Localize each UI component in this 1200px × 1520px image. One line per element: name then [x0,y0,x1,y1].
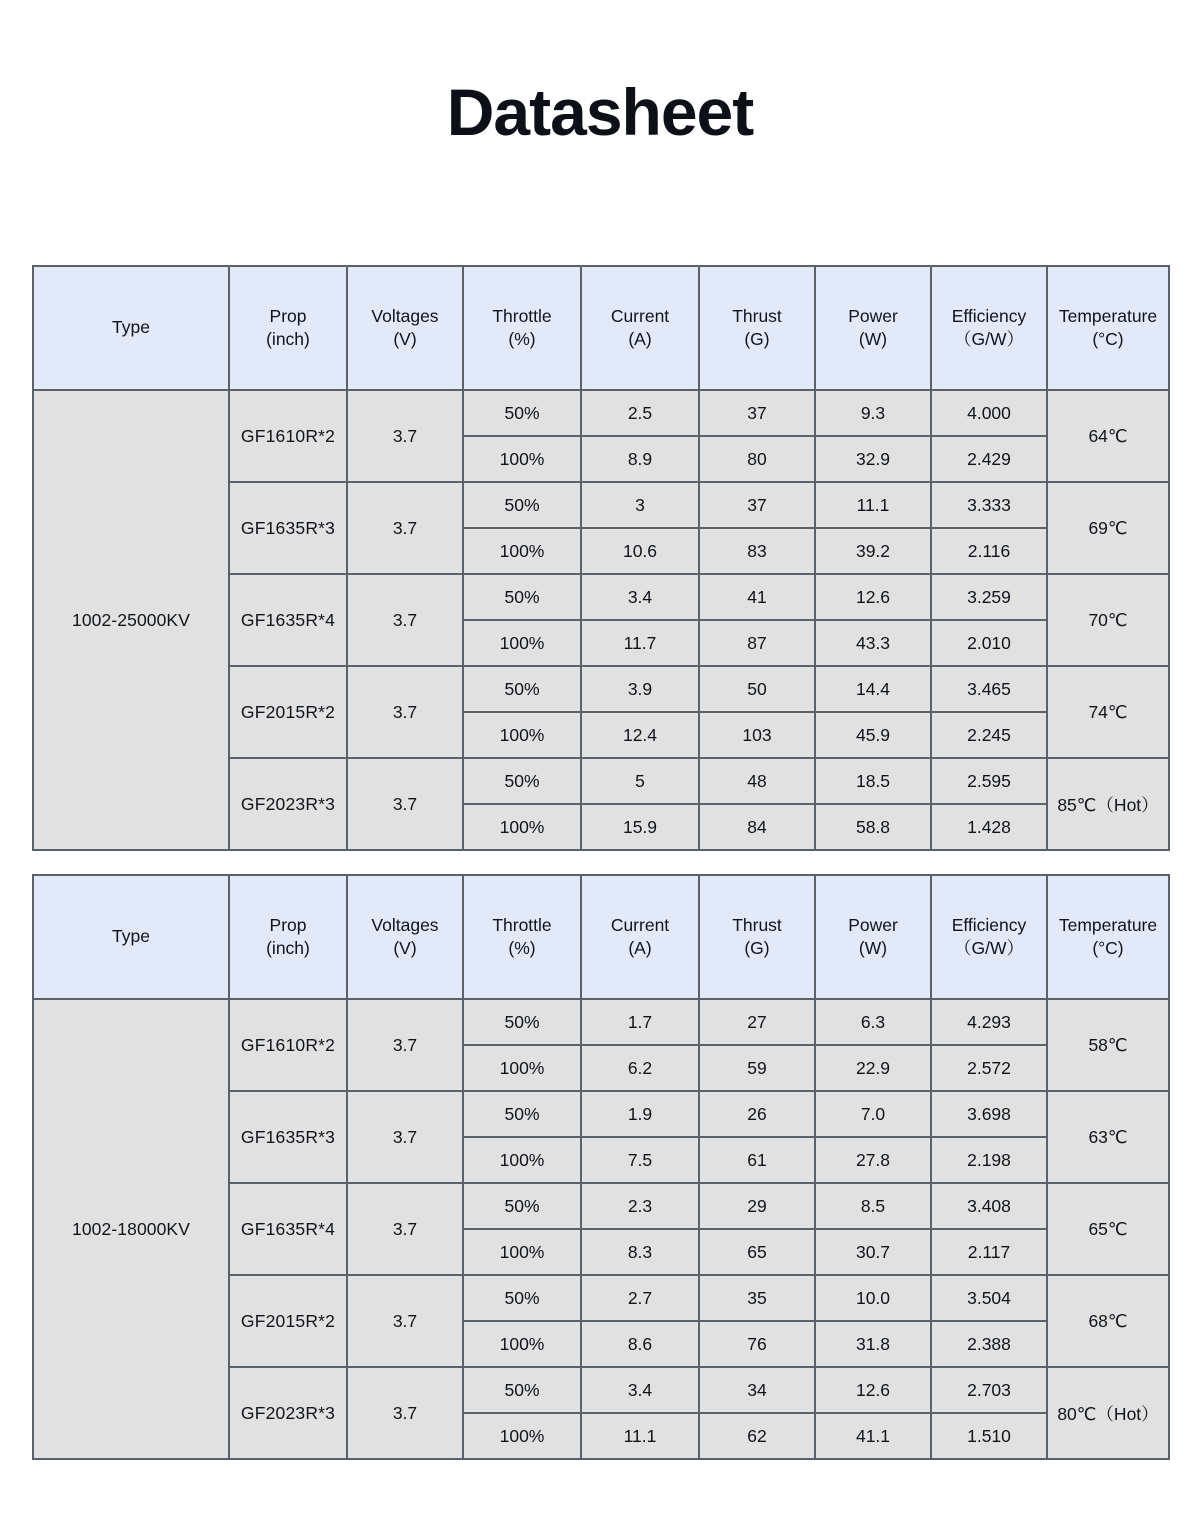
page-title: Datasheet [446,75,754,149]
thrust-cell: 37 [699,482,815,528]
prop-cell: GF1635R*4 [229,1183,347,1275]
column-header-type [33,875,229,999]
thrust-cell: 26 [699,1091,815,1137]
prop-cell: GF1610R*2 [229,390,347,482]
power-cell: 27.8 [815,1137,931,1183]
thrust-cell: 29 [699,1183,815,1229]
throttle-cell: 100% [463,1045,581,1091]
column-header-unit: (°C) [1092,329,1124,349]
datasheet-table-1-container [32,265,1168,851]
column-header-unit: (G) [744,938,770,958]
throttle-cell: 100% [463,1137,581,1183]
column-header-power [815,266,931,390]
current-cell: 11.1 [581,1413,699,1459]
column-header-throttle [463,266,581,390]
table-row [33,999,1169,1045]
column-header-label: Efficiency [951,305,1027,326]
column-header-unit: (V) [393,329,417,349]
temperature-cell: 70℃ [1047,574,1169,666]
efficiency-cell: 2.245 [931,712,1047,758]
throttle-cell: 50% [463,1275,581,1321]
throttle-cell: 50% [463,666,581,712]
motor-type-cell: 1002-18000KV [33,999,229,1459]
throttle-cell: 50% [463,1183,581,1229]
prop-cell: GF1635R*3 [229,482,347,574]
voltage-cell: 3.7 [347,574,463,666]
current-cell: 3 [581,482,699,528]
power-cell: 12.6 [815,1367,931,1413]
temperature-cell: 68℃ [1047,1275,1169,1367]
efficiency-cell: 1.428 [931,804,1047,850]
current-cell: 2.7 [581,1275,699,1321]
column-header-thrust [699,875,815,999]
temperature-cell: 65℃ [1047,1183,1169,1275]
thrust-cell: 59 [699,1045,815,1091]
column-header-unit: (A) [628,329,652,349]
column-header-prop [229,875,347,999]
column-header-voltages [347,875,463,999]
column-header-unit: (W) [858,938,888,958]
thrust-cell: 48 [699,758,815,804]
prop-cell: GF1635R*4 [229,574,347,666]
voltage-cell: 3.7 [347,999,463,1091]
throttle-cell: 50% [463,574,581,620]
efficiency-cell: 2.116 [931,528,1047,574]
thrust-cell: 80 [699,436,815,482]
efficiency-cell: 3.465 [931,666,1047,712]
power-cell: 58.8 [815,804,931,850]
column-header-voltages [347,266,463,390]
efficiency-cell: 4.293 [931,999,1047,1045]
current-cell: 3.4 [581,1367,699,1413]
current-cell: 8.6 [581,1321,699,1367]
efficiency-cell: 2.572 [931,1045,1047,1091]
throttle-cell: 100% [463,804,581,850]
throttle-cell: 100% [463,528,581,574]
throttle-cell: 50% [463,758,581,804]
thrust-cell: 50 [699,666,815,712]
current-cell: 2.3 [581,1183,699,1229]
temperature-cell: 63℃ [1047,1091,1169,1183]
column-header-unit: （G/W） [954,938,1024,958]
thrust-cell: 62 [699,1413,815,1459]
voltage-cell: 3.7 [347,1183,463,1275]
current-cell: 15.9 [581,804,699,850]
power-cell: 45.9 [815,712,931,758]
thrust-cell: 41 [699,574,815,620]
current-cell: 1.9 [581,1091,699,1137]
temperature-cell: 80℃（Hot） [1047,1367,1169,1459]
current-cell: 1.7 [581,999,699,1045]
thrust-cell: 61 [699,1137,815,1183]
column-header-unit: (W) [858,329,888,349]
power-cell: 14.4 [815,666,931,712]
power-cell: 30.7 [815,1229,931,1275]
thrust-cell: 76 [699,1321,815,1367]
efficiency-cell: 2.117 [931,1229,1047,1275]
current-cell: 12.4 [581,712,699,758]
column-header-label: Temperature [1058,305,1158,326]
motor-type-cell: 1002-25000KV [33,390,229,850]
prop-cell: GF1635R*3 [229,1091,347,1183]
column-header-unit: (°C) [1092,938,1124,958]
thrust-cell: 37 [699,390,815,436]
throttle-cell: 50% [463,390,581,436]
power-cell: 11.1 [815,482,931,528]
thrust-cell: 35 [699,1275,815,1321]
current-cell: 2.5 [581,390,699,436]
power-cell: 39.2 [815,528,931,574]
column-header-unit: (inch) [266,938,310,958]
prop-cell: GF2023R*3 [229,758,347,850]
efficiency-cell: 3.333 [931,482,1047,528]
current-cell: 5 [581,758,699,804]
column-header-label: Throttle [492,914,552,935]
datasheet-table [32,874,1170,1460]
throttle-cell: 100% [463,620,581,666]
column-header-unit: (%) [508,938,536,958]
efficiency-cell: 3.259 [931,574,1047,620]
power-cell: 43.3 [815,620,931,666]
thrust-cell: 87 [699,620,815,666]
column-header-temperature [1047,266,1169,390]
power-cell: 7.0 [815,1091,931,1137]
thrust-cell: 83 [699,528,815,574]
current-cell: 3.4 [581,574,699,620]
column-header-temperature [1047,875,1169,999]
voltage-cell: 3.7 [347,666,463,758]
power-cell: 9.3 [815,390,931,436]
temperature-cell: 69℃ [1047,482,1169,574]
column-header-label: Efficiency [951,914,1027,935]
table-header-row [33,875,1169,999]
thrust-cell: 84 [699,804,815,850]
column-header-current [581,875,699,999]
power-cell: 10.0 [815,1275,931,1321]
column-header-label: Thrust [732,914,782,935]
efficiency-cell: 2.595 [931,758,1047,804]
column-header-thrust [699,266,815,390]
column-header-throttle [463,875,581,999]
temperature-cell: 85℃（Hot） [1047,758,1169,850]
prop-cell: GF2015R*2 [229,1275,347,1367]
column-header-current [581,266,699,390]
voltage-cell: 3.7 [347,390,463,482]
column-header-unit: (inch) [266,329,310,349]
temperature-cell: 74℃ [1047,666,1169,758]
efficiency-cell: 1.510 [931,1413,1047,1459]
throttle-cell: 100% [463,712,581,758]
power-cell: 41.1 [815,1413,931,1459]
table-header-row [33,266,1169,390]
column-header-label: Prop [269,914,307,935]
voltage-cell: 3.7 [347,1091,463,1183]
power-cell: 18.5 [815,758,931,804]
column-header-label: Voltages [371,305,439,326]
efficiency-cell: 2.198 [931,1137,1047,1183]
efficiency-cell: 2.010 [931,620,1047,666]
column-header-label: Thrust [732,305,782,326]
temperature-cell: 58℃ [1047,999,1169,1091]
power-cell: 22.9 [815,1045,931,1091]
thrust-cell: 103 [699,712,815,758]
column-header-label: Current [610,305,670,326]
efficiency-cell: 3.504 [931,1275,1047,1321]
column-header-unit: (A) [628,938,652,958]
thrust-cell: 27 [699,999,815,1045]
efficiency-cell: 2.429 [931,436,1047,482]
column-header-label: Type [112,926,150,947]
column-header-power [815,875,931,999]
throttle-cell: 100% [463,436,581,482]
power-cell: 31.8 [815,1321,931,1367]
voltage-cell: 3.7 [347,1367,463,1459]
throttle-cell: 50% [463,1091,581,1137]
column-header-label: Prop [269,305,307,326]
throttle-cell: 50% [463,999,581,1045]
column-header-type [33,266,229,390]
prop-cell: GF2023R*3 [229,1367,347,1459]
column-header-label: Type [112,317,150,338]
temperature-cell: 64℃ [1047,390,1169,482]
current-cell: 8.3 [581,1229,699,1275]
column-header-prop [229,266,347,390]
current-cell: 10.6 [581,528,699,574]
datasheet-table-2-container [32,874,1168,1460]
power-cell: 32.9 [815,436,931,482]
efficiency-cell: 4.000 [931,390,1047,436]
power-cell: 12.6 [815,574,931,620]
column-header-efficiency [931,875,1047,999]
datasheet-table [32,265,1170,851]
prop-cell: GF2015R*2 [229,666,347,758]
efficiency-cell: 3.698 [931,1091,1047,1137]
column-header-label: Power [848,914,898,935]
column-header-label: Throttle [492,305,552,326]
column-header-label: Temperature [1058,914,1158,935]
column-header-unit: （G/W） [954,329,1024,349]
column-header-label: Voltages [371,914,439,935]
voltage-cell: 3.7 [347,482,463,574]
efficiency-cell: 2.388 [931,1321,1047,1367]
current-cell: 3.9 [581,666,699,712]
column-header-unit: (V) [393,938,417,958]
column-header-label: Power [848,305,898,326]
throttle-cell: 100% [463,1413,581,1459]
power-cell: 6.3 [815,999,931,1045]
current-cell: 8.9 [581,436,699,482]
throttle-cell: 50% [463,1367,581,1413]
thrust-cell: 65 [699,1229,815,1275]
prop-cell: GF1610R*2 [229,999,347,1091]
efficiency-cell: 3.408 [931,1183,1047,1229]
efficiency-cell: 2.703 [931,1367,1047,1413]
column-header-unit: (%) [508,329,536,349]
column-header-unit: (G) [744,329,770,349]
current-cell: 7.5 [581,1137,699,1183]
column-header-efficiency [931,266,1047,390]
current-cell: 6.2 [581,1045,699,1091]
current-cell: 11.7 [581,620,699,666]
column-header-label: Current [610,914,670,935]
voltage-cell: 3.7 [347,758,463,850]
throttle-cell: 100% [463,1321,581,1367]
power-cell: 8.5 [815,1183,931,1229]
thrust-cell: 34 [699,1367,815,1413]
throttle-cell: 50% [463,482,581,528]
table-row [33,390,1169,436]
throttle-cell: 100% [463,1229,581,1275]
voltage-cell: 3.7 [347,1275,463,1367]
